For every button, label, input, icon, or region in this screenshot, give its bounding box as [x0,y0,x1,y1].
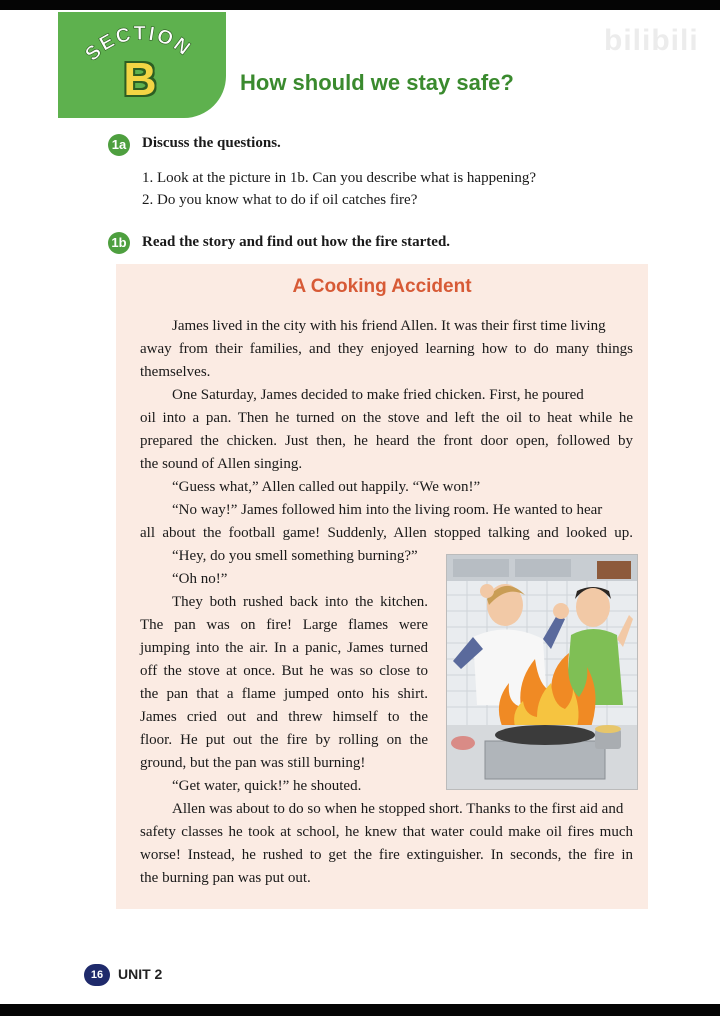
story-line: One Saturday, James decided to make fried chicken. First, he poured [172,387,584,403]
section-label: SECTION [81,22,196,66]
bottom-bar [0,1004,720,1016]
story-line: the burning pan was put out. [140,870,311,886]
story-line: Allen was about to do so when he stopped short. Thanks to the first aid and [172,801,624,817]
story-line: They both rushed back into the kitchen. [172,594,428,610]
story-line: safety classes he took at school, he knew that water could make oil fires much [140,824,633,840]
kitchen-fire-illustration [446,554,638,790]
activity-1a-badge: 1a [108,134,130,156]
story-title: A Cooking Accident [292,276,472,297]
activity-1b-badge: 1b [108,232,130,254]
story-line: ground, but the pan was still burning! [140,755,366,771]
story-line: “No way!” James followed him into the living room. He wanted to hear [172,502,603,518]
top-bar [0,0,720,10]
question-1: 1. Look at the picture in 1b. Can you describe what is happening? [142,170,537,186]
story-line: oil into a pan. Then he turned on the stove and left the oil to heat while he [140,410,633,426]
page-title: How should we stay safe? [240,70,514,95]
page-number: 16 [84,964,110,986]
story-line: away from their families, and they enjoyed learning how to do many things [140,341,633,357]
story-line: the sound of Allen singing. [140,456,303,472]
story-line: James lived in the city with his friend Allen. It was their first time living [172,318,606,334]
section-letter: B [123,53,157,105]
story-line: “Guess what,” Allen called out happily. “We won!” [172,479,481,495]
watermark: bilibili [604,24,699,57]
story-line: “Get water, quick!” he shouted. [172,778,362,794]
story-line: the pan that a flame jumped onto his shirt. [140,686,428,702]
story-line: James cried out and threw himself to the [140,709,428,725]
story-line: worse! Instead, he rushed to get the fire extinguisher. In seconds, the fire in [140,847,633,863]
story-line: all about the football game! Suddenly, Allen stopped talking and looked up. [140,525,633,541]
story-line: floor. He put out the fire by rolling on the [140,732,428,748]
story-line: “Hey, do you smell something burning?” [172,548,418,564]
story-panel [116,264,648,909]
unit-label: UNIT 2 [118,966,163,982]
story-line: The pan was on fire! Large flames were [140,617,428,633]
story-line: jumping into the air. In a panic, James turned [140,640,428,656]
story-line: “Oh no!” [172,571,228,587]
activity-1a-title: Discuss the questions. [142,135,281,151]
activity-1b-title: Read the story and find out how the fire started. [142,234,451,250]
story-line: prepared the chicken. Just then, he heard the front door open, followed by [140,433,633,449]
section-badge [58,12,226,118]
story-line: off the stove at once. But he was so close to [140,663,428,679]
story-line: themselves. [140,364,211,380]
question-2: 2. Do you know what to do if oil catches fire? [142,192,418,208]
